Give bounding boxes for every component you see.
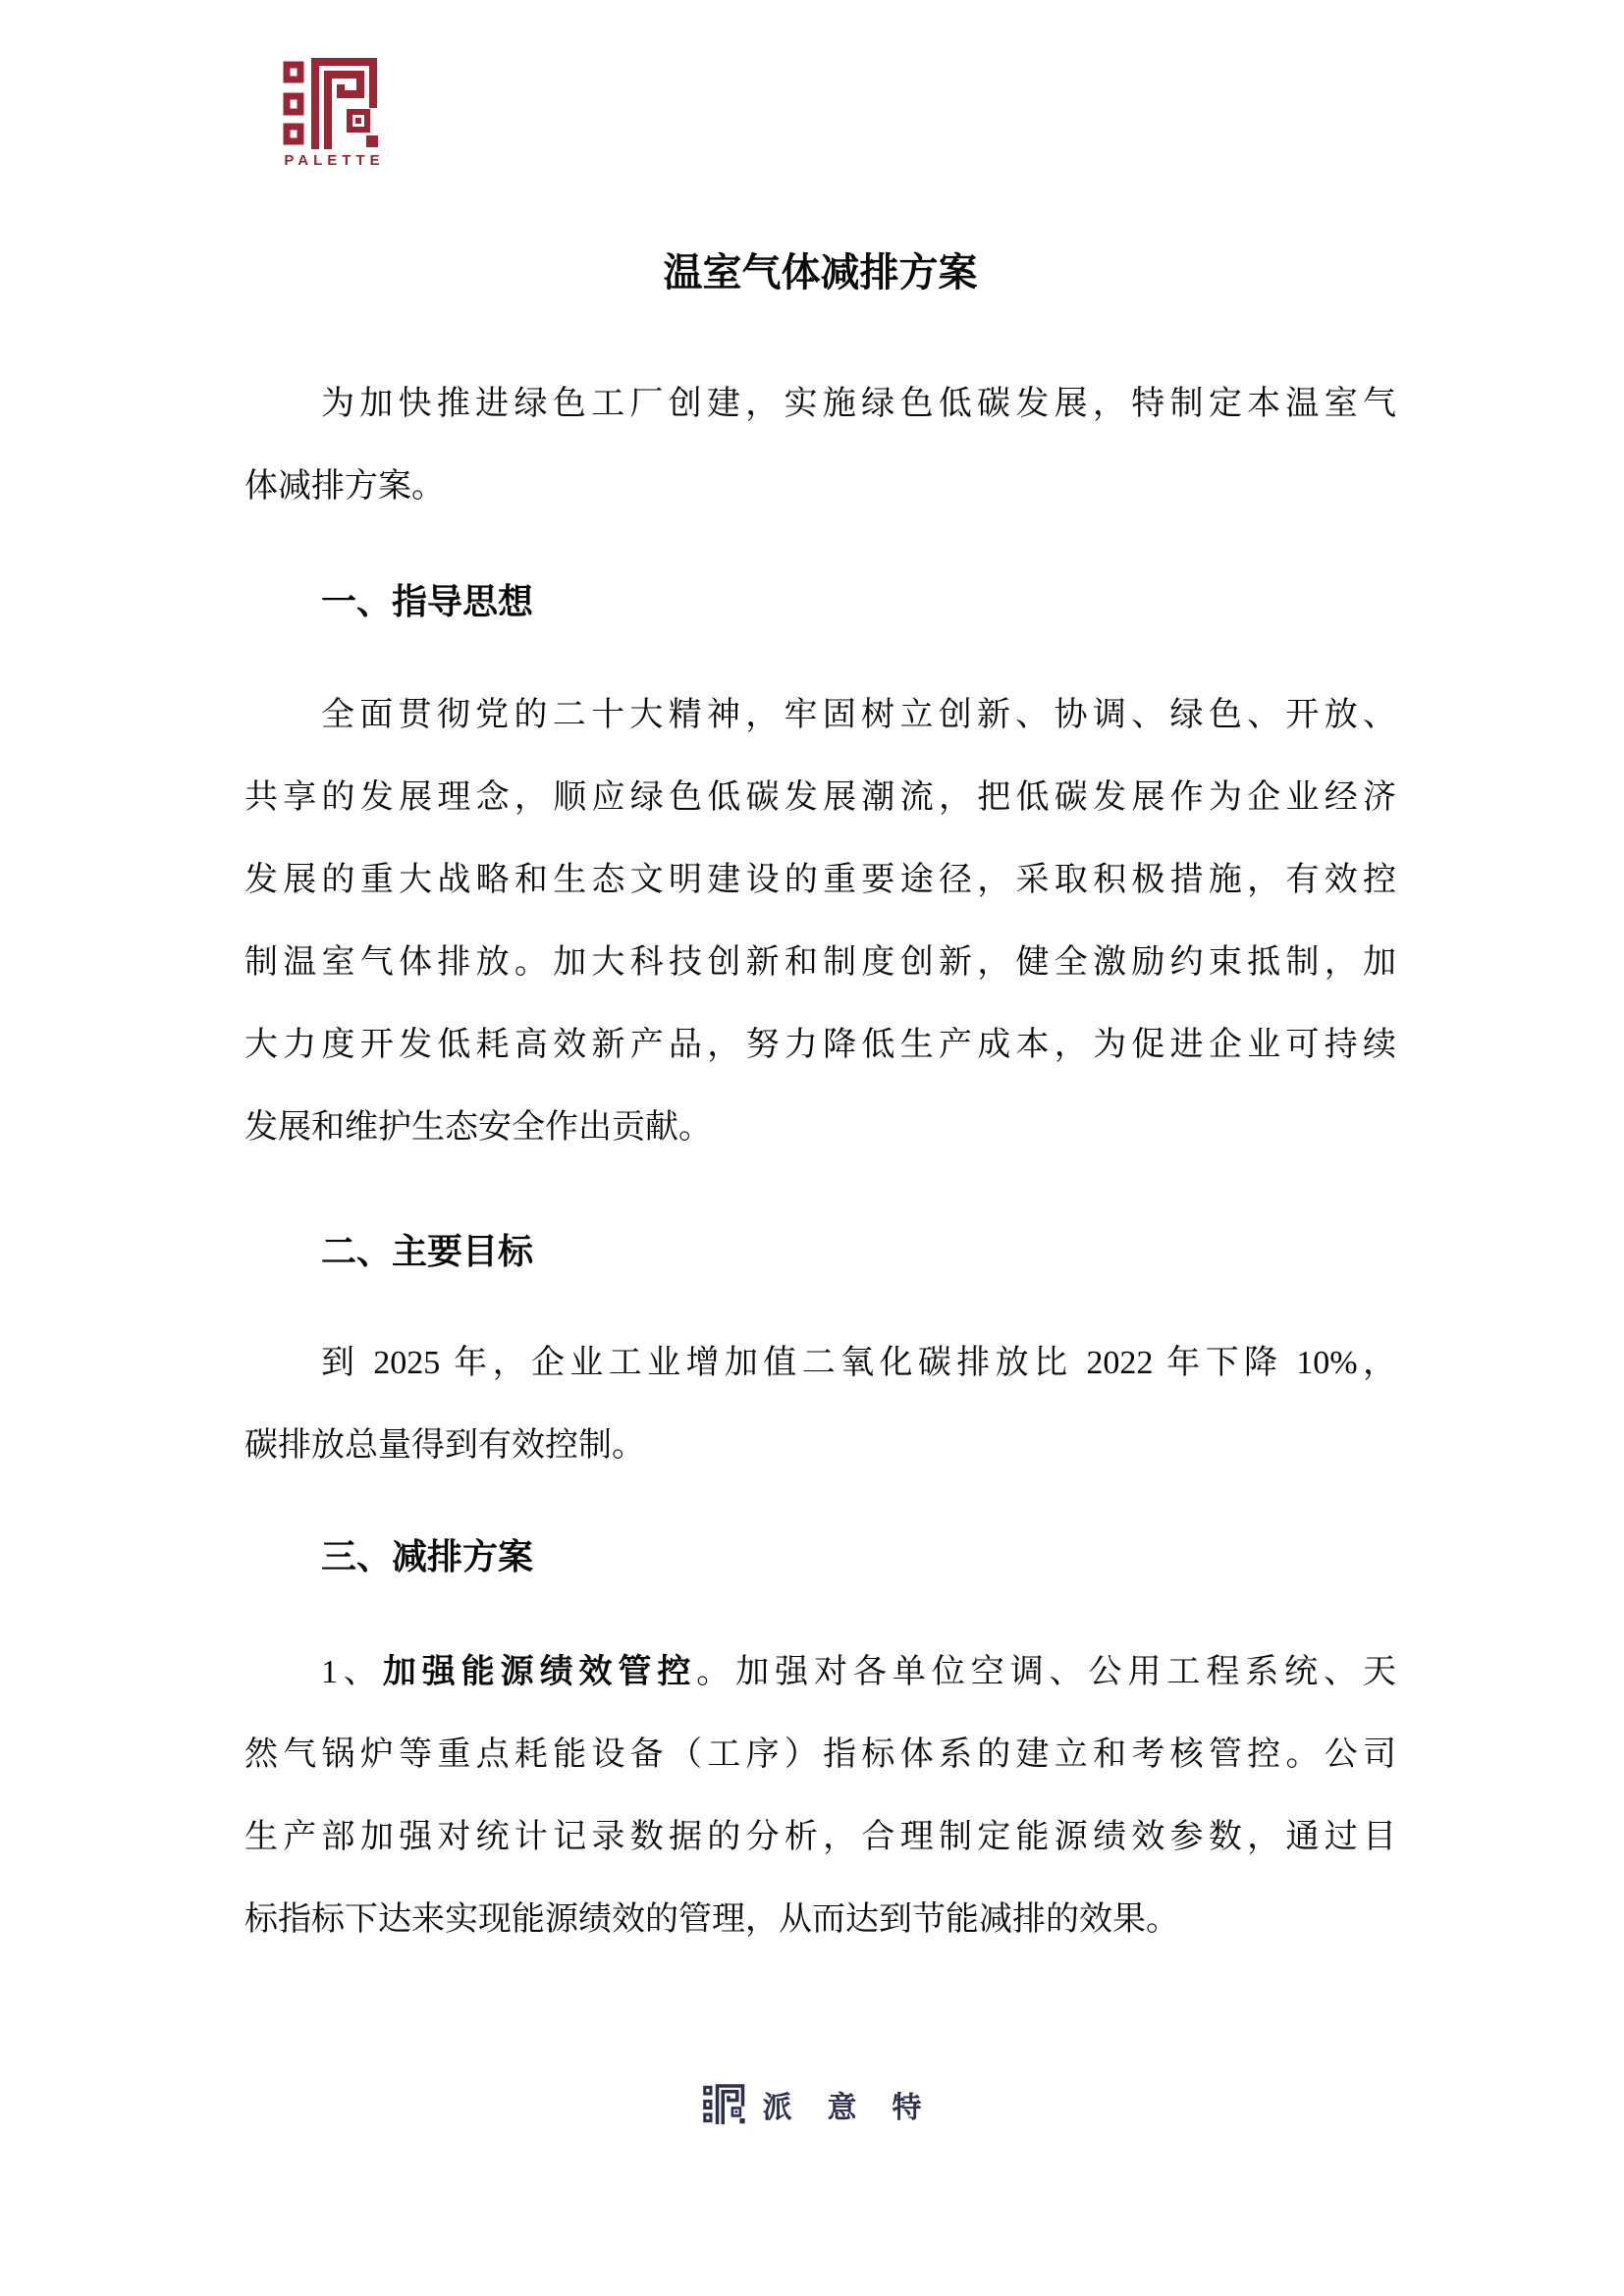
section-2-paragraph	[244, 1322, 1396, 1487]
document-body	[244, 0, 1396, 1961]
text-line	[244, 1631, 1396, 1714]
text-line: 碳排放总量得到有效控制。	[244, 1427, 645, 1464]
item-bold-lead: 加强能源绩效管控	[382, 1654, 697, 1690]
text-line: 生产部加强对统计记录数据的分析，合理制定能源绩效参数，通过目	[244, 1819, 1396, 1855]
text-line: 标指标下达来实现能源绩效的管理，从而达到节能减排的效果。	[244, 1901, 1179, 1938]
document-title: 温室气体减排方案	[663, 250, 978, 294]
intro-paragraph	[244, 363, 1396, 528]
text-line: 然气锅炉等重点耗能设备（工序）指标体系的建立和考核管控。公司	[244, 1736, 1396, 1773]
section-heading-1: 一、指导思想	[321, 582, 534, 621]
text-line: 发展和维护生态安全作出贡献。	[244, 1109, 712, 1146]
text-line: 为加快推进绿色工厂创建，实施绿色低碳发展，特制定本温室气	[321, 386, 1396, 422]
text-line: 大力度开发低耗高效新产品，努力降低生产成本，为促进企业可持续	[244, 1027, 1396, 1063]
item-1-paragraph	[244, 1631, 1396, 1961]
item-number: 1、	[321, 1654, 383, 1690]
footer-brand-name: 派意特	[762, 2091, 957, 2124]
text-line: 体减排方案。	[244, 468, 445, 505]
text-line: 到 2025 年，企业工业增加值二氧化碳排放比 2022 年下降 10%，	[321, 1345, 1396, 1381]
section-heading-3: 三、减排方案	[321, 1537, 534, 1576]
text-line: 共享的发展理念，顺应绿色低碳发展潮流，把低碳发展作为企业经济	[244, 779, 1396, 816]
item-text: 。加强对各单位空调、公用工程系统、天	[696, 1654, 1397, 1690]
section-heading-2: 二、主要目标	[321, 1232, 534, 1271]
text-line: 制温室气体排放。加大科技创新和制度创新，健全激励约束抵制，加	[244, 944, 1396, 981]
text-line: 全面贯彻党的二十大精神，牢固树立创新、协调、绿色、开放、	[321, 697, 1396, 733]
text-line: 发展的重大战略和生态文明建设的重要途径，采取积极措施，有效控	[244, 862, 1396, 898]
section-1-paragraph	[244, 674, 1396, 1169]
footer-brand	[0, 2081, 1624, 2127]
paiyite-maze-logo-icon	[703, 2081, 746, 2127]
header-logo-wordmark: PALETTE	[284, 152, 385, 169]
